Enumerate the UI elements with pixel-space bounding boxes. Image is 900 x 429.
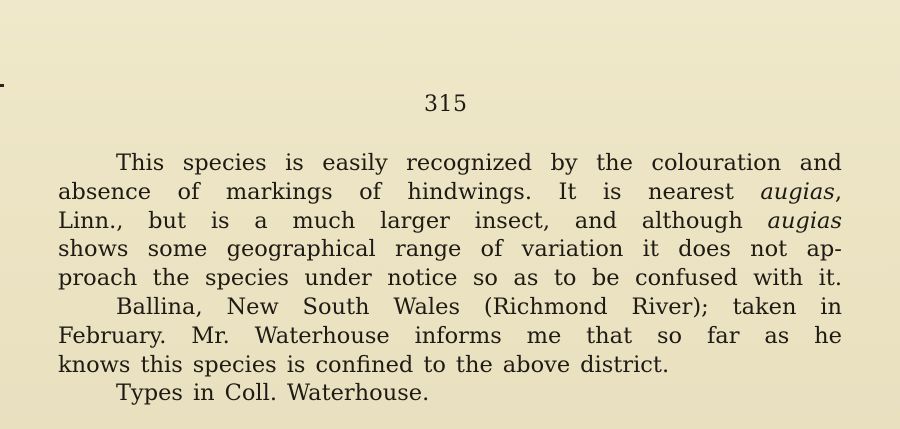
word: a	[254, 207, 268, 234]
word: far	[706, 322, 740, 349]
word: range	[394, 236, 462, 263]
word: under	[304, 265, 372, 292]
word: district.	[580, 351, 670, 378]
word: but	[148, 207, 187, 234]
text-line	[58, 379, 842, 408]
text-line	[58, 235, 842, 264]
word: confined	[315, 351, 414, 378]
word: in	[820, 293, 842, 320]
word: recognized	[406, 150, 533, 176]
word: of	[359, 178, 381, 205]
word: larger	[380, 207, 450, 234]
word: Waterhouse.	[286, 380, 430, 407]
word: of	[480, 236, 503, 263]
italic-term: augias	[760, 178, 835, 205]
word: be	[591, 265, 620, 292]
word: South	[302, 293, 370, 320]
word: knows	[58, 351, 131, 378]
word: species	[182, 150, 267, 176]
word: some	[147, 236, 208, 263]
italic-term: augias	[767, 207, 842, 234]
body-text	[58, 149, 842, 408]
word: It	[558, 178, 577, 205]
text-line	[58, 178, 842, 207]
word: Waterhouse	[254, 322, 390, 349]
word: February.	[58, 322, 167, 349]
text-line	[58, 293, 842, 322]
word: easily	[322, 150, 388, 176]
word: ap-	[806, 236, 842, 263]
word: above	[502, 351, 571, 378]
word: he	[814, 322, 842, 349]
word: geographical	[226, 236, 376, 263]
word: and	[799, 150, 842, 176]
text-line	[58, 264, 842, 293]
word: informs	[414, 322, 502, 349]
word: hindwings.	[407, 178, 533, 205]
text-line	[58, 351, 842, 380]
word: New	[226, 293, 279, 320]
word: colouration	[651, 150, 782, 176]
word: Types	[116, 380, 183, 407]
word	[768, 207, 842, 236]
word: Coll.	[224, 380, 277, 407]
word: the	[152, 265, 190, 292]
word: taken	[732, 293, 797, 320]
word: of	[177, 178, 200, 205]
word: not	[750, 236, 788, 263]
word: species	[204, 265, 289, 292]
page-number: 315	[424, 92, 468, 117]
word: Mr.	[191, 322, 230, 349]
word: much	[292, 207, 356, 234]
word: insect,	[474, 207, 550, 234]
word: species	[192, 351, 277, 378]
word: so	[472, 265, 498, 292]
margin-speck	[0, 84, 4, 87]
word: it.	[818, 265, 842, 292]
text-line	[58, 322, 842, 351]
word: augias,	[760, 178, 842, 205]
word: is	[602, 178, 622, 205]
word: Ballina,	[116, 293, 203, 320]
word: markings	[225, 178, 333, 205]
word: to	[423, 351, 446, 378]
word: the	[596, 150, 633, 176]
word: although	[641, 207, 743, 234]
word: Wales	[393, 293, 460, 320]
word: notice	[387, 265, 458, 292]
word: This	[116, 150, 165, 176]
text-line	[58, 149, 842, 178]
word: as	[764, 322, 790, 349]
word: absence	[58, 178, 152, 205]
word: shows	[58, 236, 129, 263]
word: does	[678, 236, 731, 263]
word: with	[753, 265, 804, 292]
word: confused	[635, 265, 738, 292]
text-line	[58, 207, 842, 236]
word: me	[526, 322, 562, 349]
word: that	[586, 322, 633, 349]
word: (Richmond	[483, 293, 608, 320]
word: this	[140, 351, 183, 378]
word: in	[192, 380, 215, 407]
word: River);	[631, 293, 709, 320]
word: Linn.,	[58, 207, 124, 234]
word: is	[286, 351, 306, 378]
word: is	[210, 207, 230, 234]
word: the	[455, 351, 493, 378]
word: it	[642, 236, 659, 263]
word: as	[513, 265, 539, 292]
word: is	[285, 150, 304, 176]
word: proach	[58, 265, 138, 292]
word: so	[657, 322, 683, 349]
word: to	[553, 265, 577, 292]
word: variation	[521, 236, 624, 263]
word: nearest	[648, 178, 734, 205]
word: and	[574, 207, 618, 234]
word: by	[550, 150, 578, 176]
